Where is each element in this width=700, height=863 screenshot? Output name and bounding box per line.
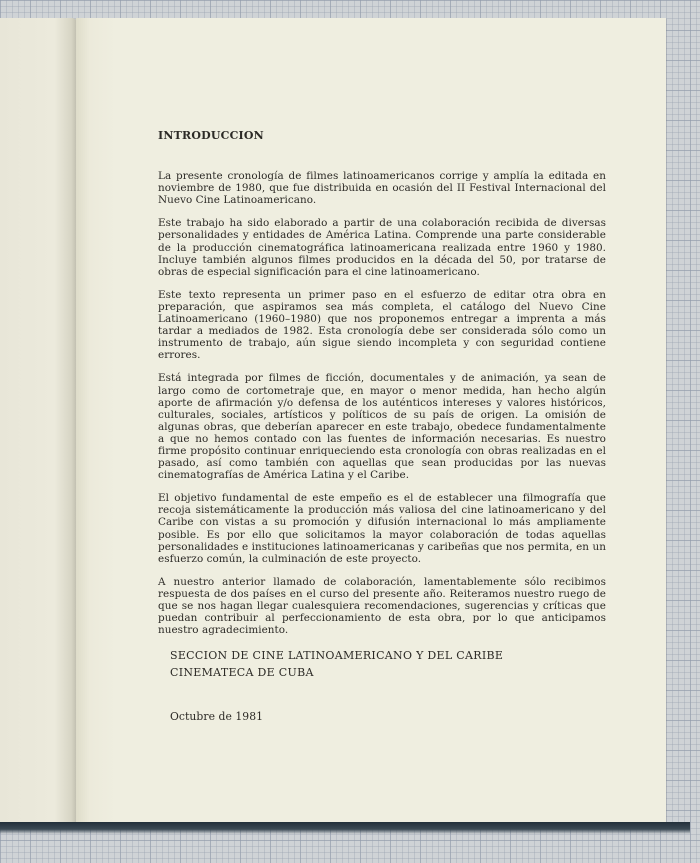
document-page [76,18,666,822]
paragraph-6: A nuestro anterior llamado de colaboración, lamentablemente sólo recibimos respuesta de dos países en el curso del presente año. Reiteramos nuestro ruego de que se nos hagan llegar cualesquiera recomendaciones, sugerencias y críticas que puedan contribuir al perfeccionamiento de esta obra, por lo que anticipamos nuestro agradecimiento. [158,575,606,637]
paragraph-2: Este trabajo ha sido elaborado a partir de una colaboración recibida de diversas personalidades y entidades de América Latina. Comprende una parte considerable de la producción cinematográfica latinoamericana realizada entre 1960 y 1980. Incluye también algunos filmes producidos en la década del 50, por tratarse de obras de especial significación para el cine latinoamericano. [158,217,606,278]
book-edge-shadow [0,822,690,834]
paragraph-5: El objetivo fundamental de este empeño es el de establecer una filmografía que recoja sistemáticamente la producción más valiosa del cine latinoamericano y del Caribe con vistas a su promoción y difusión internacional lo más ampliamente posible. Es por ello que solicitamos la mayor colaboración de todas aquellas personalidades e instituciones latinoamericanas y caribeñas que nos permita, en un esfuerzo común, la culminación de este proyecto. [158,492,606,565]
signature-section-name: SECCION DE CINE LATINOAMERICANO Y DEL CARIBE [170,649,504,663]
left-page [0,18,78,826]
paragraph-3: Este texto representa un primer paso en el esfuerzo de editar otra obra en preparación, que aspiramos sea más completa, el catálogo del Nuevo Cine Latinoamericano (1960–1980) que nos proponemos entregar a imprenta a más tardar a mediados de 1982. Esta cronología debe ser considerada sólo como un instrumento de trabajo, aún sigue siendo incompleta y con seguridad contiene errores. [158,288,606,362]
paragraph-1: La presente cronología de filmes latinoamericanos corrige y amplía la editada en noviembre de 1980, que fue distribuida en ocasión del II Festival Internacional del Nuevo Cine Latinoamericano. [158,170,606,207]
page-title: INTRODUCCION [158,129,264,142]
document-date: Octubre de 1981 [170,710,264,724]
signature-institution: CINEMATECA DE CUBA [170,666,314,680]
signature-block [158,647,606,681]
page-content [158,130,606,723]
paragraph-4: Está integrada por filmes de ficción, documentales y de animación, ya sean de largo como de cortometraje que, en mayor o menor medida, han hecho algún aporte de afirmación y/o defensa de los auténticos intereses y valores históricos, culturales, sociales, artísticos y políticos de su país de origen. La omisión de algunas obras, que deberían aparecer en este trabajo, obedece fundamentalmente a que no hemos contado con las fuentes de información necesarias. Es nuestro firme propósito continuar enriqueciendo esta cronología con obras realizadas en el pasado, así como también con aquellas que sean producidas por las nuevas cinematografías de América Latina y el Caribe. [158,372,606,482]
